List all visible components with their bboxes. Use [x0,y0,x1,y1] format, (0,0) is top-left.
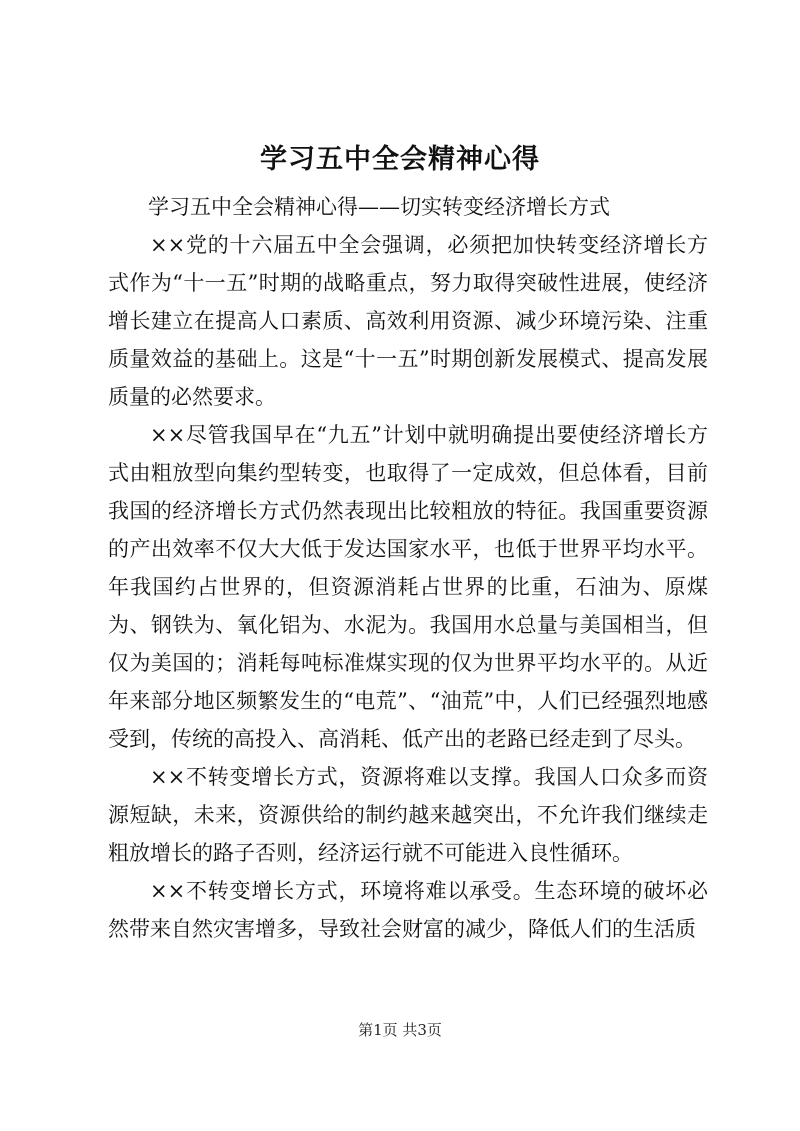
paragraph-2: ××尽管我国早在“九五”计划中就明确提出要使经济增长方式由粗放型向集约型转变，也取得了一定成效，但总体看，目前我国的经济增长方式仍然表现出比较粗放的特征。我国重要资源的产出效率不仅大大低于发达国家水平，也低于世界平均水平。年我国约占世界的，但资源消耗占世界的比重，石油为、原煤为、钢铁为、氧化铝为、水泥为。我国用水总量与美国相当，但仅为美国的；消耗每吨标准煤实现的仅为世界平均水平的。从近年来部分地区频繁发生的“电荒”、“油荒”中，人们已经强烈地感受到，传统的高投入、高消耗、低产出的老路已经走到了尽头。 [108,423,708,751]
paragraph-1: ××党的十六届五中全会强调，必须把加快转变经济增长方式作为“十一五”时期的战略重点，努力取得突破性进展，使经济增长建立在提高人口素质、高效利用资源、减少环境污染、注重质量效益的基础上。这是“十一五”时期创新发展模式、提高发展质量的必然要求。 [108,233,708,409]
document-body [108,226,708,948]
paragraph-4: ××不转变增长方式，环境将难以承受。生态环境的破坏必然带来自然灾害增多，导致社会财富的减少，降低人们的生活质 [108,879,708,941]
document-title: 学习五中全会精神心得 [260,144,540,175]
page-number-footer: 第1页 共3页 [358,1021,442,1039]
paragraph-3: ××不转变增长方式，资源将难以支撑。我国人口众多而资源短缺，未来，资源供给的制约越来越突出，不允许我们继续走粗放增长的路子否则，经济运行就不可能进入良性循环。 [108,765,708,865]
document-subtitle: 学习五中全会精神心得——切实转变经济增长方式 [148,195,610,219]
